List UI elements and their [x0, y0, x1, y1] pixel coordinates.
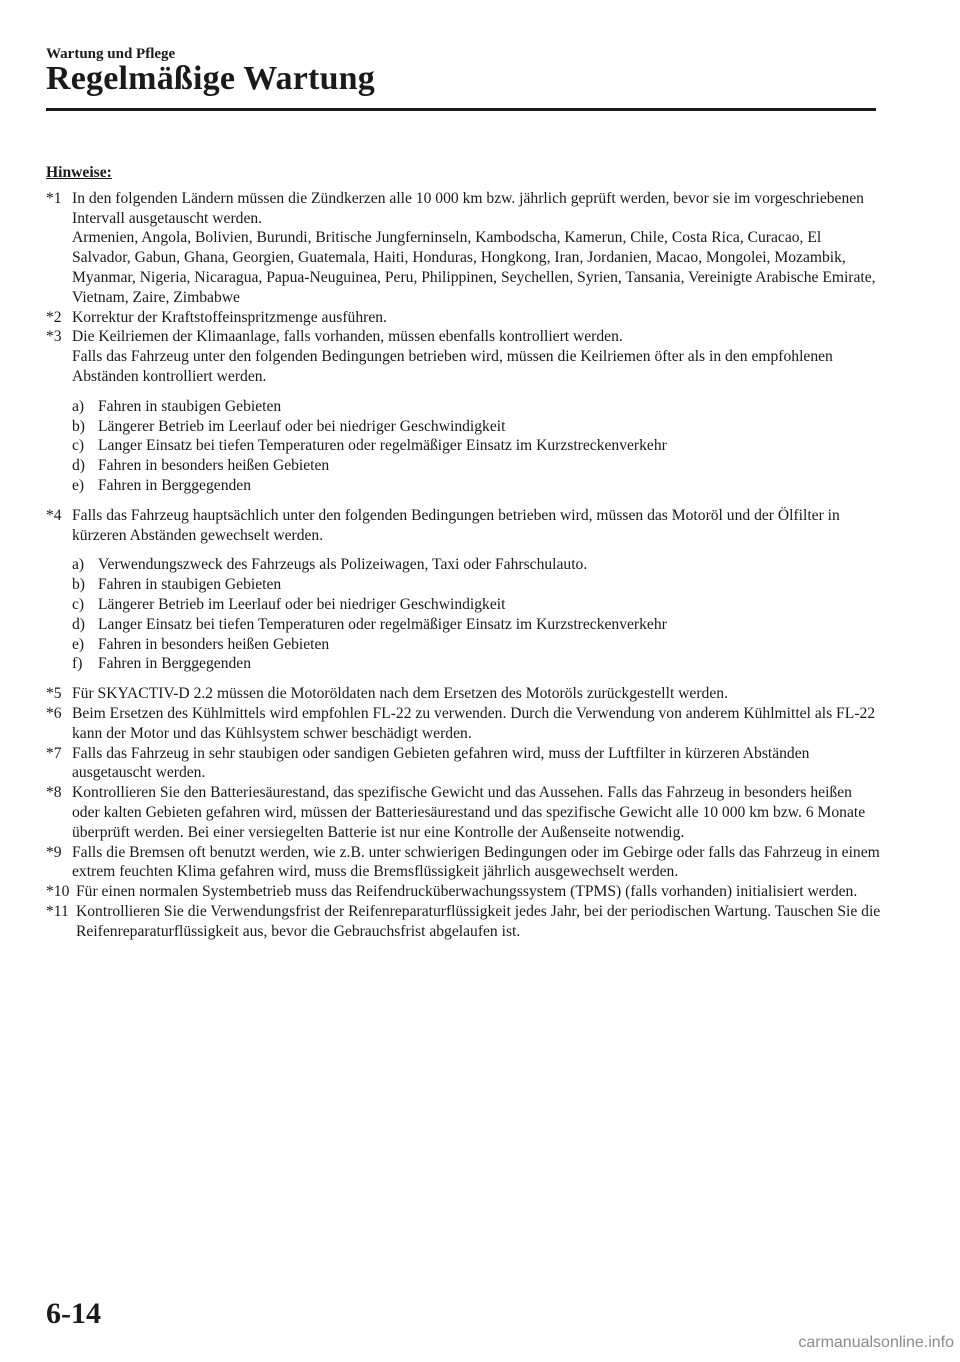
list-item [72, 615, 882, 635]
note-marker: *2 [46, 308, 62, 326]
list-text: Fahren in Berggegenden [98, 655, 252, 673]
note-text: Falls das Fahrzeug unter den folgenden Bedingungen betrieben wird, müssen die Keilriemen öfter als in den empfohlenen Abständen kontrolliert werden. [72, 348, 833, 385]
list-text: Langer Einsatz bei tiefen Temperaturen oder regelmäßiger Einsatz im Kurzstreckenverkehr [98, 437, 667, 455]
note-marker: *7 [46, 744, 62, 762]
list-text: Fahren in staubigen Gebieten [98, 576, 282, 594]
condition-list [72, 397, 882, 496]
list-text: Fahren in besonders heißen Gebieten [98, 457, 330, 475]
note-text: Die Keilriemen der Klimaanlage, falls vorhanden, müssen ebenfalls kontrolliert werden. [72, 328, 623, 346]
list-item [72, 575, 882, 595]
list-item [72, 555, 882, 575]
note-text: Korrektur der Kraftstoffeinspritzmenge ausführen. [72, 308, 387, 326]
note-text: Kontrollieren Sie die Verwendungsfrist der Reifenreparaturflüssigkeit jedes Jahr, bei der periodischen Wartung. Tauschen Sie die Reifenreparaturflüssigkeit aus, bevor die Gebrauchsfrist abgelaufen ist. [76, 902, 881, 940]
list-item [72, 476, 882, 496]
list-letter: e) [72, 476, 85, 494]
list-letter: d) [72, 615, 85, 633]
list-text: Fahren in staubigen Gebieten [98, 397, 282, 415]
list-letter: c) [72, 595, 85, 613]
note-7 [46, 744, 882, 784]
list-item [72, 654, 882, 674]
list-text: Verwendungszweck des Fahrzeugs als Polizeiwagen, Taxi oder Fahrschulauto. [98, 556, 588, 574]
note-4 [46, 506, 882, 546]
note-text: Kontrollieren Sie den Batteriesäurestand, das spezifische Gewicht und das Aussehen. Falls das Fahrzeug in besonders heißen oder kalten Gebieten gefahren wird, müssen der Batteriesäurestand und das spezifische Gewicht alle 10 000 km bzw. 6 Monate überprüft werden. Bei einer versiegelten Batterie ist nur eine Kontrolle der Außenseite notwendig. [72, 784, 866, 841]
note-marker: *1 [46, 189, 62, 207]
title-rule [46, 108, 876, 111]
note-5 [46, 684, 882, 704]
list-text: Längerer Betrieb im Leerlauf oder bei niedriger Geschwindigkeit [98, 417, 506, 435]
note-1 [46, 189, 882, 308]
watermark: carmanualsonline.info [798, 1334, 954, 1351]
note-3 [46, 327, 882, 386]
list-item [72, 436, 882, 456]
list-text: Längerer Betrieb im Leerlauf oder bei niedriger Geschwindigkeit [98, 595, 506, 613]
section-label: Wartung und Pflege [46, 46, 176, 62]
list-letter: b) [72, 417, 85, 435]
note-text: Falls das Fahrzeug hauptsächlich unter den folgenden Bedingungen betrieben wird, müssen das Motoröl und der Ölfilter in kürzeren Abständen gewechselt werden. [72, 506, 840, 544]
list-text: Fahren in Berggegenden [98, 476, 252, 494]
notes-section [46, 163, 882, 941]
note-11 [46, 902, 882, 942]
page-number: 6-14 [46, 1297, 101, 1330]
notes-heading: Hinweise: [46, 164, 112, 181]
note-text: Für SKYACTIV-D 2.2 müssen die Motoröldaten nach dem Ersetzen des Motoröls zurückgestellt werden. [72, 685, 728, 703]
list-letter: a) [72, 397, 85, 415]
note-marker: *5 [46, 685, 62, 703]
note-text: In den folgenden Ländern müssen die Zündkerzen alle 10 000 km bzw. jährlich geprüft werden, bevor sie im vorgeschriebenen Intervall ausgetauscht werden. [72, 189, 864, 227]
list-item [72, 417, 882, 437]
page-title: Regelmäßige Wartung [46, 60, 375, 97]
note-text: Für einen normalen Systembetrieb muss das Reifendrucküberwachungssystem (TPMS) (falls vorhanden) initialisiert werden. [76, 883, 858, 901]
note-marker: *3 [46, 328, 62, 346]
note-text: Armenien, Angola, Bolivien, Burundi, Britische Jungferninseln, Kambodscha, Kamerun, Chile, Costa Rica, Curacao, El Salvador, Gabun, Ghana, Georgien, Guatemala, Haiti, Honduras, Hongkong, Iran, Jordanien, Macao, Mongolei, Mozambik, Myanmar, Nigeria, Nicaragua, Papua-Neuguinea, Peru, Philippinen, Seychellen, Syrien, Tansania, Vereinigte Arabische Emirate, Vietnam, Zaire, Zimbabwe [72, 229, 876, 306]
list-item [72, 397, 882, 417]
note-marker: *8 [46, 784, 62, 802]
note-marker: *10 [46, 883, 70, 901]
condition-list [72, 555, 882, 674]
list-letter: c) [72, 437, 85, 455]
note-8 [46, 783, 882, 842]
list-letter: e) [72, 635, 85, 653]
note-text: Falls die Bremsen oft benutzt werden, wie z.B. unter schwierigen Bedingungen oder im Gebirge oder falls das Fahrzeug in einem extrem feuchten Klima gefahren wird, muss die Bremsflüssigkeit jährlich ausgewechselt werden. [72, 843, 880, 881]
list-item [72, 456, 882, 476]
list-letter: a) [72, 556, 85, 574]
note-10 [46, 882, 882, 902]
note-marker: *9 [46, 843, 62, 861]
list-text: Langer Einsatz bei tiefen Temperaturen oder regelmäßiger Einsatz im Kurzstreckenverkehr [98, 615, 667, 633]
note-9 [46, 843, 882, 883]
note-marker: *11 [46, 902, 69, 920]
note-marker: *6 [46, 704, 62, 722]
list-letter: f) [72, 655, 83, 673]
list-item [72, 635, 882, 655]
list-text: Fahren in besonders heißen Gebieten [98, 635, 330, 653]
list-letter: b) [72, 576, 85, 594]
note-2 [46, 308, 882, 328]
note-6 [46, 704, 882, 744]
note-text: Beim Ersetzen des Kühlmittels wird empfohlen FL-22 zu verwenden. Durch die Verwendung von anderem Kühlmittel als FL-22 kann der Motor und das Kühlsystem schwer beschädigt werden. [72, 704, 876, 742]
note-marker: *4 [46, 506, 62, 524]
note-text: Falls das Fahrzeug in sehr staubigen oder sandigen Gebieten gefahren wird, muss der Luftfilter in kürzeren Abständen ausgetauscht werden. [72, 744, 810, 782]
list-letter: d) [72, 457, 85, 475]
list-item [72, 595, 882, 615]
